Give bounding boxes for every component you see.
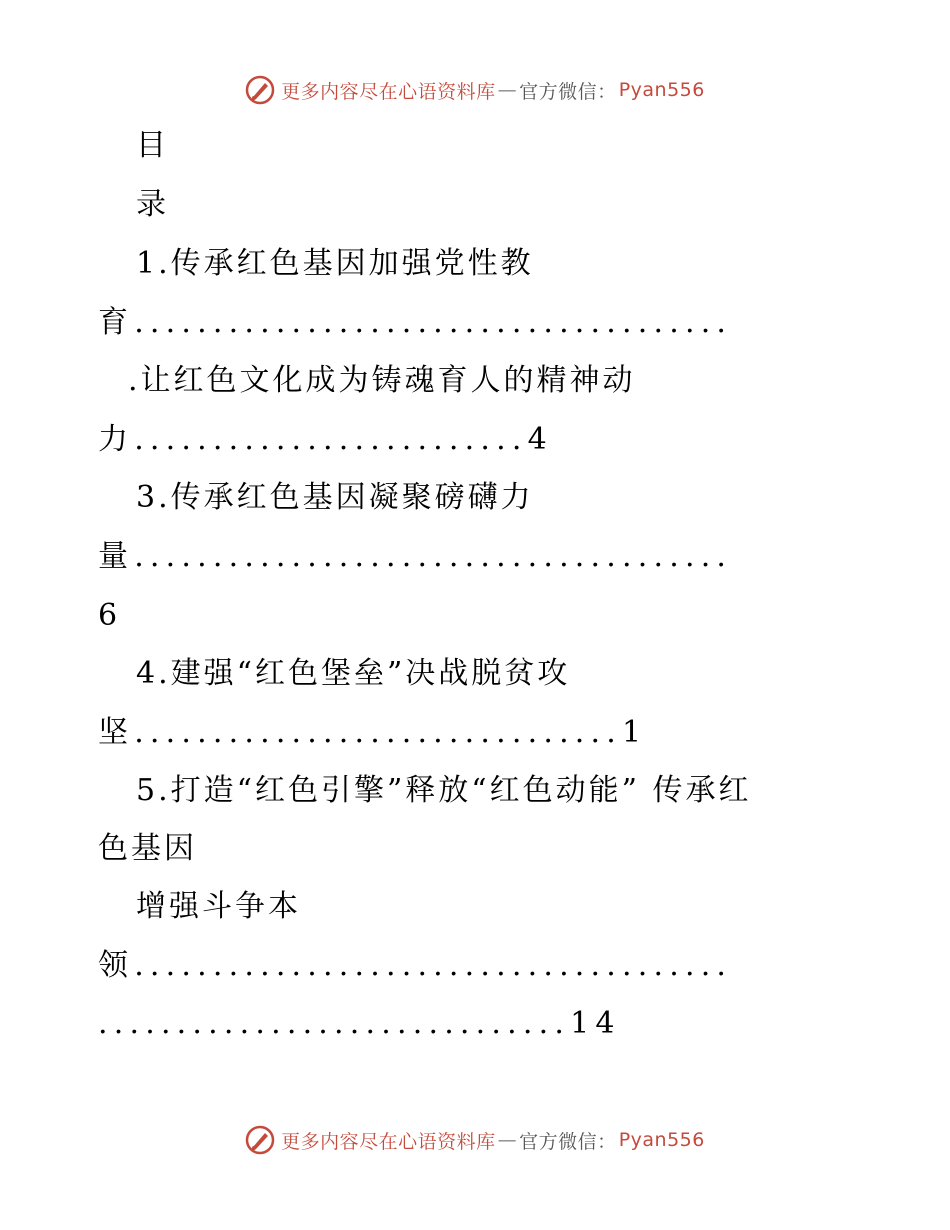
footer-banner <box>0 1120 950 1160</box>
pen-circle-icon <box>245 1125 275 1155</box>
toc-entry-6-title: 增强斗争本 <box>136 889 301 924</box>
toc-entry-5-cont: 色基因 <box>98 831 197 866</box>
toc-entry-3-title: 3.传承红色基因凝聚磅礴力 <box>136 480 534 515</box>
footer-brand-text: 更多内容尽在心语资料库 <box>281 1130 496 1153</box>
toc-title-char-2: 录 <box>136 187 169 222</box>
toc-entry-6-page: ..............................14 <box>98 1006 621 1041</box>
toc-title-char-1: 目 <box>136 128 169 163</box>
footer-wechat-id: Pyan556 <box>618 1129 705 1151</box>
toc-entry-1-title: 1.传承红色基因加强党性教 <box>136 246 534 281</box>
footer-dash: — <box>497 1129 518 1151</box>
toc-entry-1-leader: 育...................................... <box>98 305 733 340</box>
pen-circle-icon <box>245 75 275 105</box>
header-brand-text: 更多内容尽在心语资料库 <box>281 80 496 103</box>
toc-entry-6-leader: 领...................................... <box>98 948 733 983</box>
toc-entry-5-title: 5.打造“红色引擎”释放“红色动能” 传承红 <box>136 773 752 808</box>
footer-wechat-label: 官方微信： <box>519 1130 617 1153</box>
toc-entry-2-title: .让红色文化成为铸魂育人的精神动 <box>128 363 636 398</box>
header-banner <box>0 70 950 110</box>
toc-entry-4-leader: 坚...............................1 <box>98 715 648 750</box>
header-dash: — <box>497 79 518 101</box>
header-wechat-id: Pyan556 <box>618 79 705 101</box>
header-wechat-label: 官方微信： <box>519 80 617 103</box>
toc-entry-3-leader: 量...................................... <box>98 539 733 574</box>
toc-entry-4-title: 4.建强“红色堡垒”决战脱贫攻 <box>136 656 571 691</box>
toc-entry-2-leader: 力.........................4 <box>98 422 553 457</box>
toc-entry-3-page: 6 <box>98 598 121 633</box>
